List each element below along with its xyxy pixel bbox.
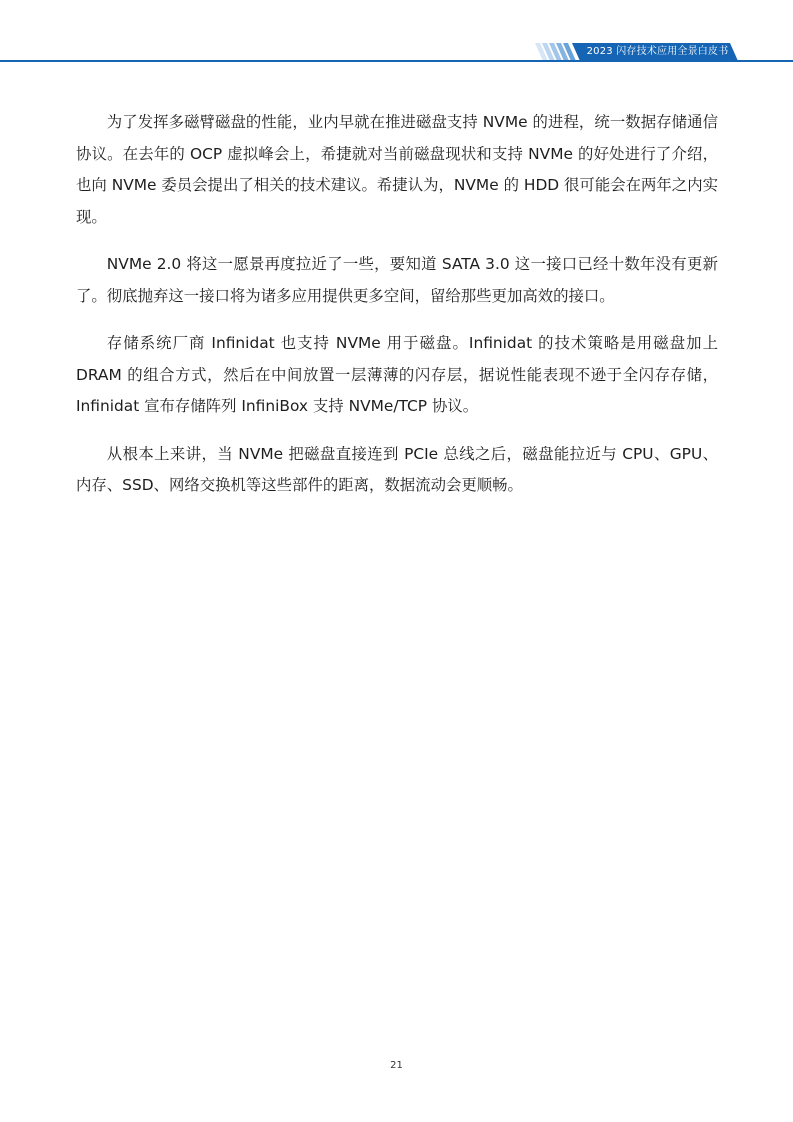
page-header bbox=[0, 40, 793, 62]
page-number: 21 bbox=[390, 1060, 403, 1071]
paragraph-nvme-hdd-progress: 为了发挥多磁臂磁盘的性能，业内早就在推进磁盘支持 NVMe 的进程，统一数据存储通信协议。在去年的 OCP 虚拟峰会上，希捷就对当前磁盘现状和支持 NVMe 的好处进行了介绍，也向 NVMe 委员会提出了相关的技术建议。希捷认为，NVMe 的 HDD 很可能会在两年之内实现。 bbox=[76, 113, 718, 226]
body-text bbox=[76, 107, 718, 518]
paragraph-nvme-2-0: NVMe 2.0 将这一愿景再度拉近了一些，要知道 SATA 3.0 这一接口已经十数年没有更新了。彻底抛弃这一接口将为诸多应用提供更多空间，留给那些更加高效的接口。 bbox=[76, 255, 718, 305]
header-rule bbox=[0, 60, 793, 62]
paragraph-pcie-conclusion: 从根本上来讲，当 NVMe 把磁盘直接连到 PCIe 总线之后，磁盘能拉近与 CPU、GPU、内存、SSD、网络交换机等这些部件的距离，数据流动会更顺畅。 bbox=[76, 444, 718, 494]
header-title: 2023 闪存技术应用全景白皮书 bbox=[586, 46, 729, 57]
paragraph-infinidat: 存储系统厂商 Infinidat 也支持 NVMe 用于磁盘。Infinidat 的技术策略是用磁盘加上 DRAM 的组合方式，然后在中间放置一层薄薄的闪存层，据说性能表现不逊于全闪存存储，Infinidat 宣布存储阵列 InfiniBox 支持 NVMe/TCP 协议。 bbox=[76, 334, 718, 415]
